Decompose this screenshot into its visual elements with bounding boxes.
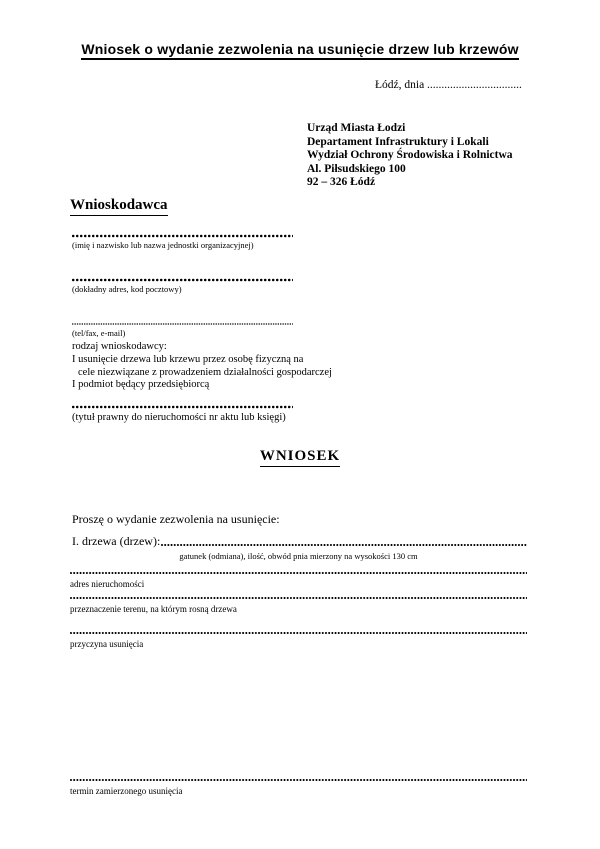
land-use-label: przeznaczenie terenu, na którym rosną drzewa: [70, 604, 237, 614]
applicant-name-line: [72, 234, 293, 238]
request-heading: WNIOSEK: [260, 448, 340, 467]
removal-date-line: [70, 778, 527, 782]
land-use-line: [70, 596, 527, 600]
removal-date-label: termin zamierzonego usunięcia: [70, 786, 183, 796]
applicant-type-intro: rodzaj wnioskodawcy:: [72, 341, 167, 352]
trees-item-line: [72, 534, 527, 549]
removal-reason-line: [70, 631, 527, 635]
property-address-field: [70, 571, 527, 589]
trees-item-label: I. drzewa (drzew):: [72, 534, 161, 548]
land-use-field: [70, 596, 527, 614]
recipient-line: 92 – 326 Łódź: [307, 176, 376, 188]
applicant-address-line: [72, 278, 293, 282]
applicant-type-option-1-continued: cele niezwiązane z prowadzeniem działalności gospodarczej: [78, 366, 332, 378]
applicant-contact-label: (tel/fax, e-mail): [72, 328, 126, 338]
legal-title-label: (tytuł prawny do nieruchomości nr aktu lub księgi): [72, 412, 286, 423]
trees-leader-line: [161, 543, 527, 547]
applicant-name-field: [72, 234, 293, 250]
property-address-line: [70, 571, 527, 575]
date-line: Łódź, dnia .................................: [375, 79, 522, 91]
property-address-label: adres nieruchomości: [70, 579, 145, 589]
applicant-type-section: [72, 341, 332, 392]
recipient-line: Departament Infrastruktury i Lokali: [307, 135, 489, 148]
request-heading-row: [0, 447, 600, 467]
request-intro: Proszę o wydanie zezwolenia na usunięcie:: [72, 512, 280, 526]
legal-title-field: [72, 405, 293, 424]
applicant-heading: Wnioskodawca: [70, 197, 168, 216]
applicant-heading-row: [70, 196, 168, 216]
trees-item-note: gatunek (odmiana), ilość, obwód pnia mierzony na wysokości 130 cm: [179, 551, 418, 561]
removal-reason-field: [70, 631, 527, 649]
document-title: Wniosek o wydanie zezwolenia na usunięcie drzew lub krzewów: [81, 41, 518, 60]
applicant-contact-field: [72, 322, 293, 338]
recipient-line: Wydział Ochrony Środowiska i Rolnictwa: [307, 149, 513, 161]
applicant-type-option-1: I usunięcie drzewa lub krzewu przez osobę fizyczną na: [72, 353, 304, 365]
legal-title-line: [72, 405, 293, 409]
applicant-type-option-2: I podmiot będący przedsiębiorcą: [72, 379, 210, 391]
applicant-contact-line: [72, 322, 293, 326]
recipient-line: Urząd Miasta Łodzi: [307, 122, 406, 134]
recipient-line: Al. Piłsudskiego 100: [307, 162, 406, 175]
applicant-address-label: (dokładny adres, kod pocztowy): [72, 284, 182, 294]
removal-date-field: [70, 778, 527, 796]
recipient-address: [307, 122, 513, 190]
applicant-address-field: [72, 278, 293, 294]
applicant-name-label: (imię i nazwisko lub nazwa jednostki organizacyjnej): [72, 240, 254, 250]
title-row: [0, 41, 600, 60]
removal-reason-label: przyczyna usunięcia: [70, 639, 144, 649]
